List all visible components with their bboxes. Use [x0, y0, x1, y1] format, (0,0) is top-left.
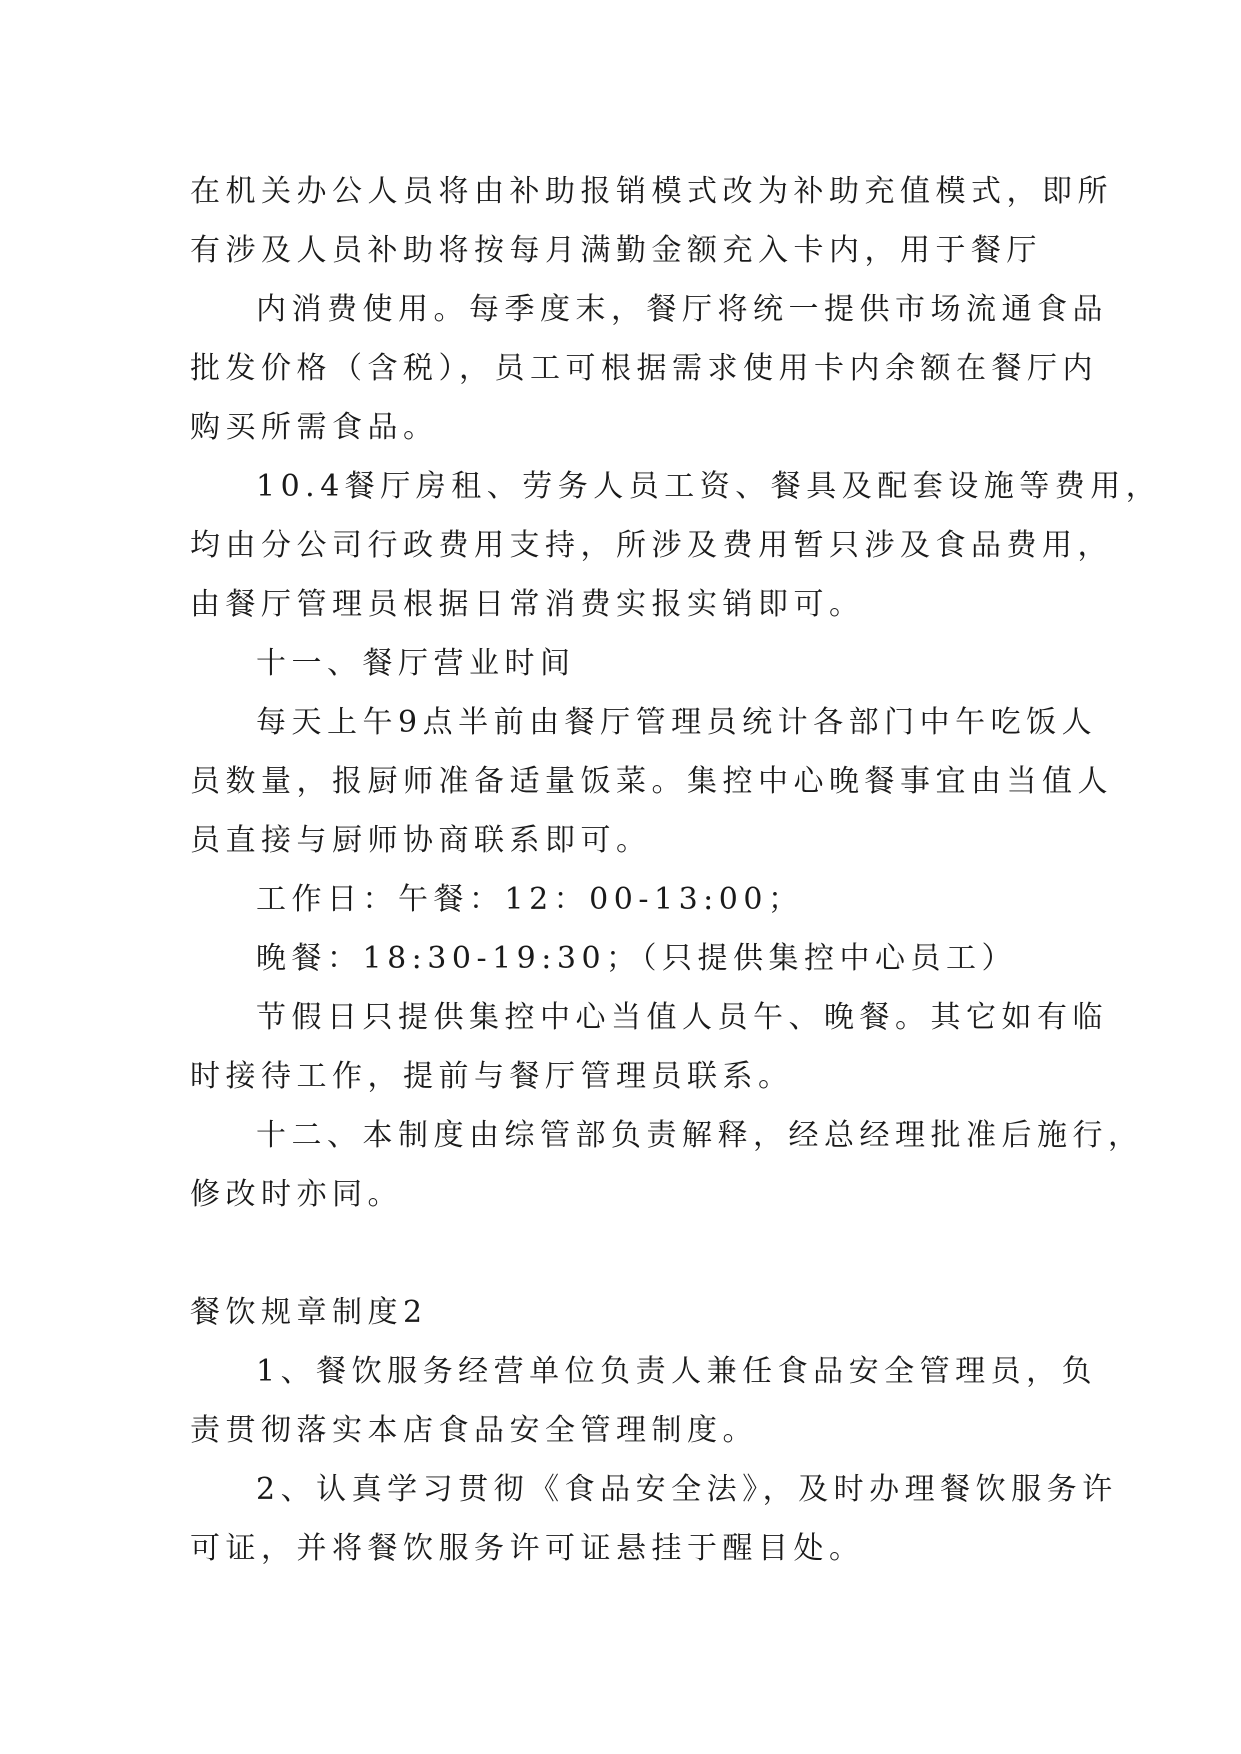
text-line: 有涉及人员补助将按每月满勤金额充入卡内，用于餐厅	[190, 233, 1042, 268]
text-line: 可证，并将餐饮服务许可证悬挂于醒目处。	[190, 1531, 865, 1566]
text-line: 晚餐：18:30-19:30；（只提供集控中心员工）	[256, 941, 1018, 976]
text-line: 每天上午9点半前由餐厅管理员统计各部门中午吃饭人	[256, 705, 1098, 740]
text-line: 时接待工作，提前与餐厅管理员联系。	[190, 1059, 794, 1094]
text-line: 均由分公司行政费用支持，所涉及费用暂只涉及食品费用，	[190, 528, 1113, 563]
text-line: 2、认真学习贯彻《食品安全法》，及时办理餐饮服务许	[256, 1472, 1118, 1507]
section-heading: 十一、餐厅营业时间	[256, 646, 576, 681]
text-line: 在机关办公人员将由补助报销模式改为补助充值模式，即所	[190, 174, 1113, 209]
document-body	[190, 162, 1162, 1578]
text-line: 工作日：午餐：12：00-13:00；	[256, 882, 804, 917]
text-line: 节假日只提供集控中心当值人员午、晚餐。其它如有临	[256, 1000, 1108, 1035]
text-line: 批发价格（含税），员工可根据需求使用卡内余额在餐厅内	[190, 351, 1098, 386]
text-line: 内消费使用。每季度末，餐厅将统一提供市场流通食品	[256, 292, 1108, 327]
document-title: 餐饮规章制度2	[190, 1295, 428, 1330]
blank-line	[190, 1224, 1070, 1283]
text-line: 购买所需食品。	[190, 410, 439, 445]
text-line: 修改时亦同。	[190, 1177, 403, 1212]
text-line: 由餐厅管理员根据日常消费实报实销即可。	[190, 587, 865, 622]
text-line: 员直接与厨师协商联系即可。	[190, 823, 652, 858]
text-line: 10.4餐厅房租、劳务人员工资、餐具及配套设施等费用，	[256, 469, 1162, 504]
text-line: 1、餐饮服务经营单位负责人兼任食品安全管理员，负	[256, 1354, 1098, 1389]
text-line: 十二、本制度由综管部负责解释，经总经理批准后施行，	[256, 1118, 1144, 1153]
text-line: 责贯彻落实本店食品安全管理制度。	[190, 1413, 758, 1448]
text-line: 员数量，报厨师准备适量饭菜。集控中心晚餐事宜由当值人	[190, 764, 1113, 799]
